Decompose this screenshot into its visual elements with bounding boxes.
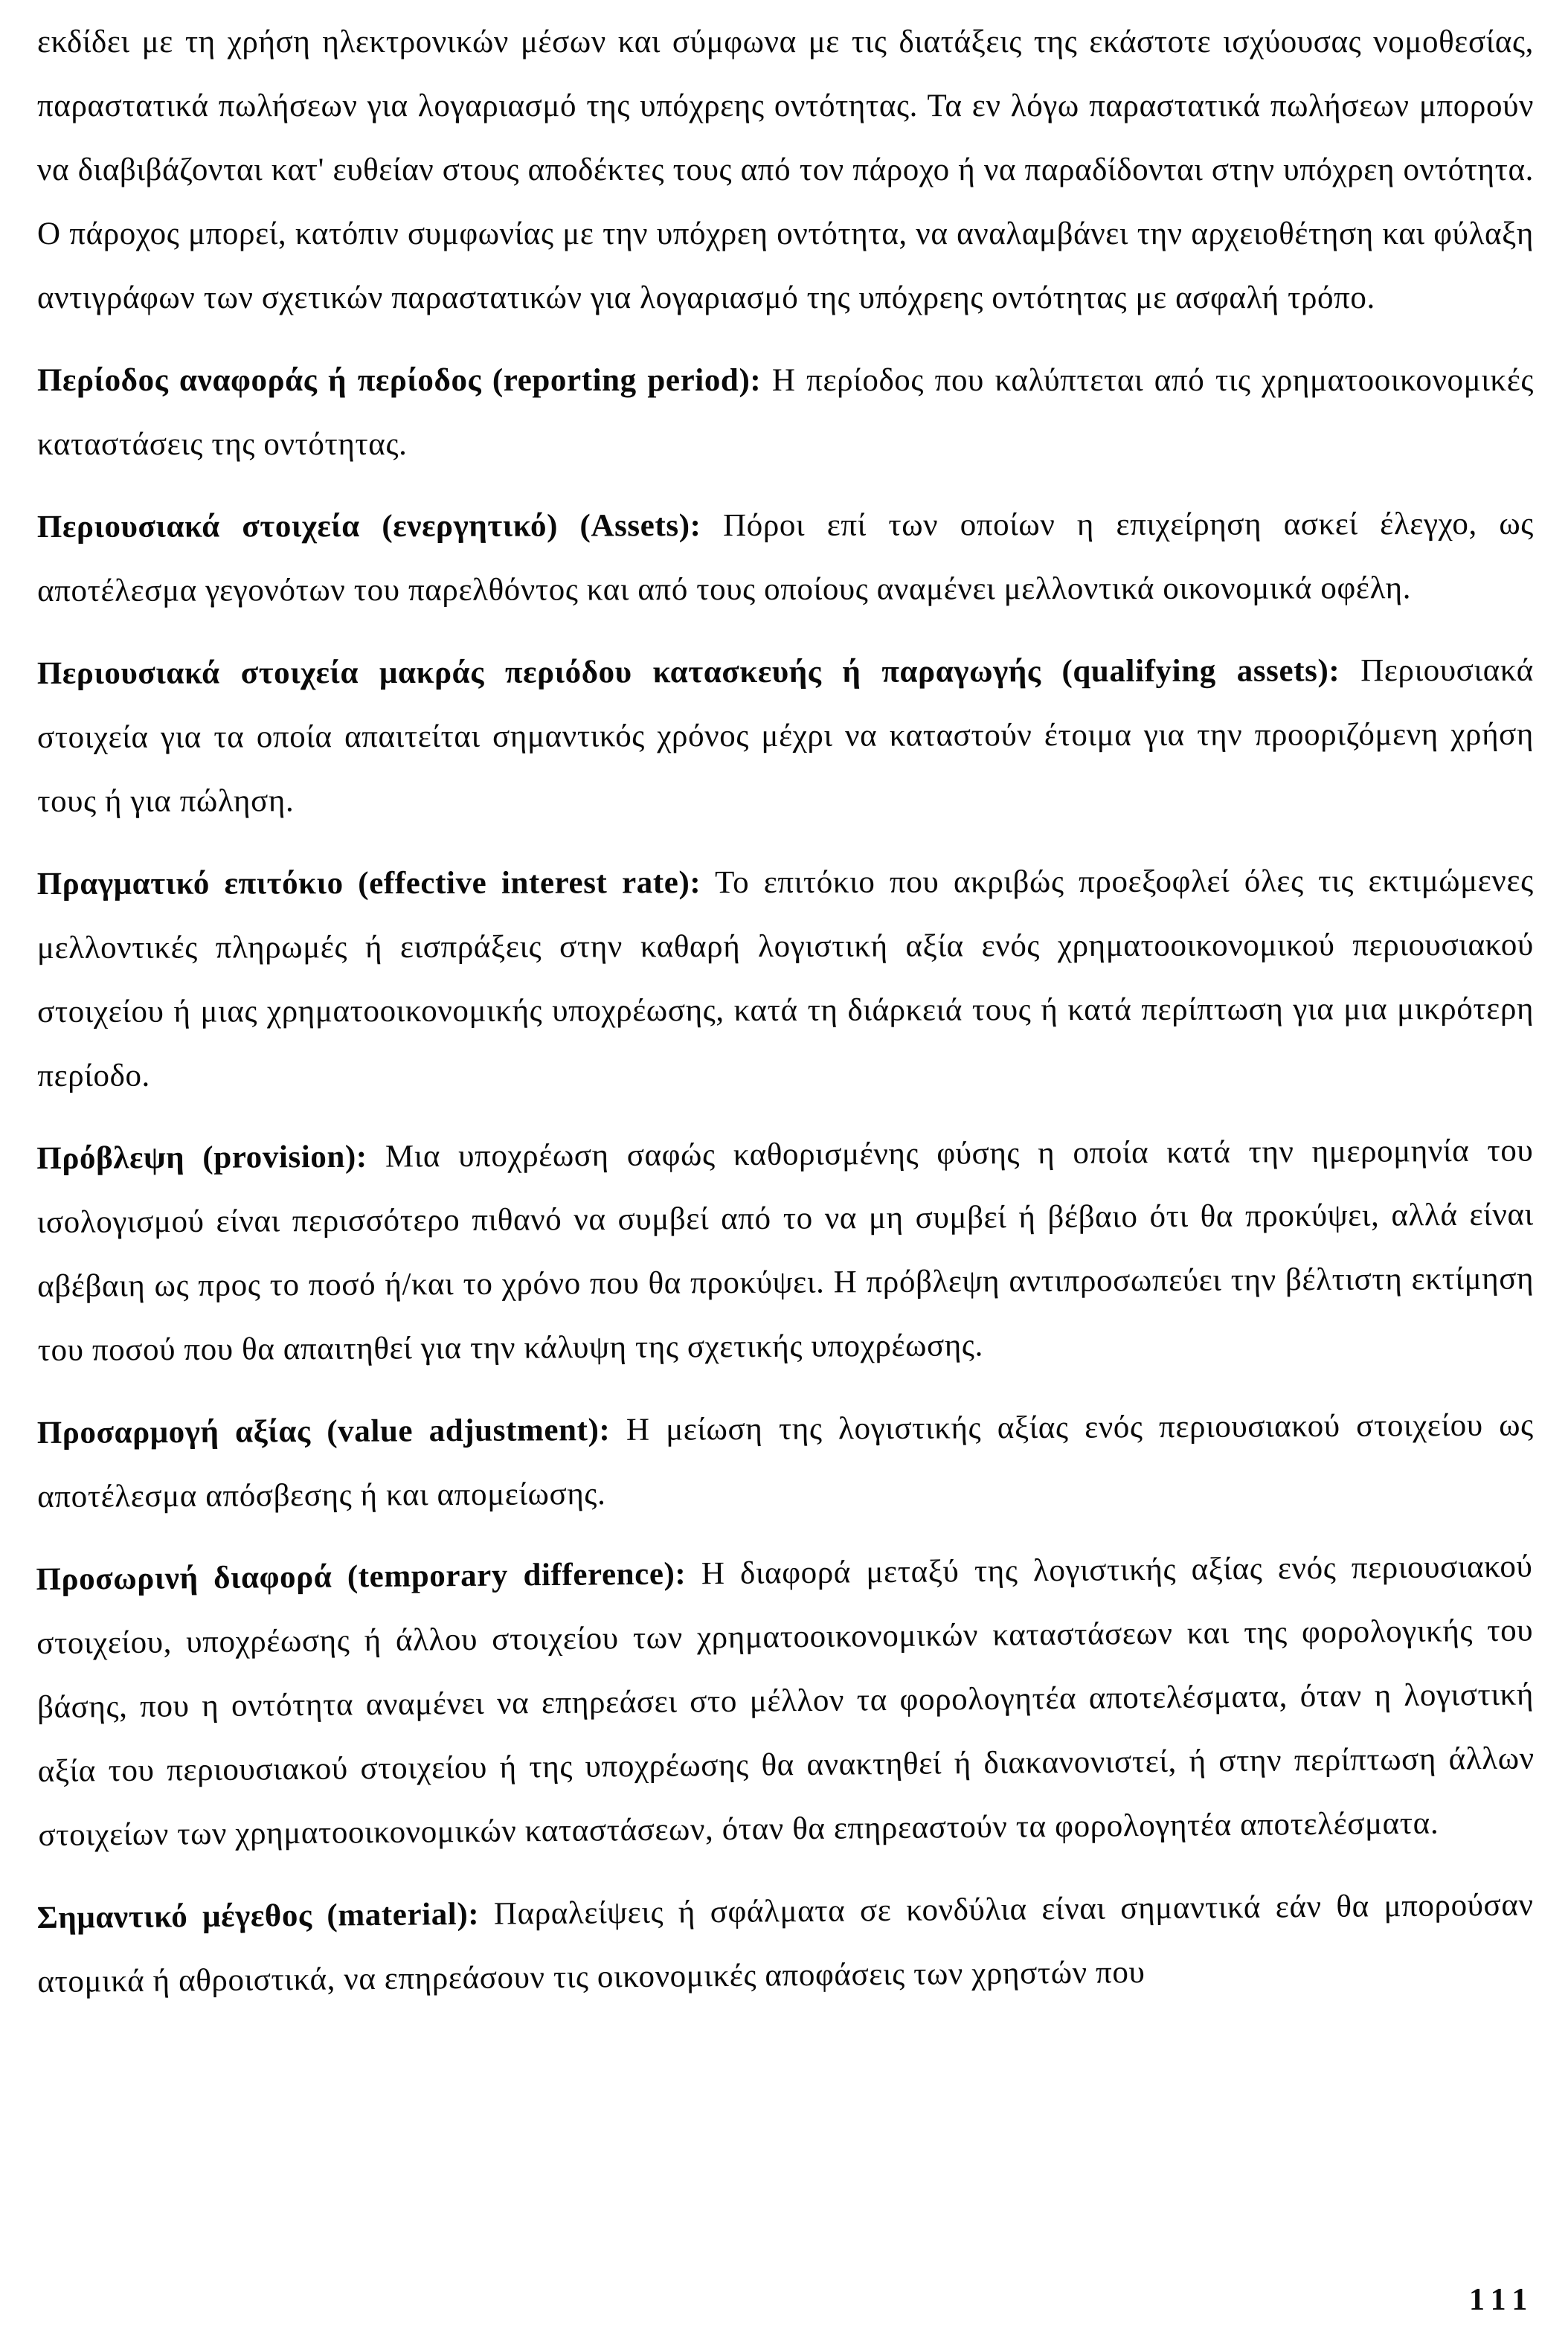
paragraph xyxy=(36,1535,1535,1868)
page-number: 111 xyxy=(1469,2283,1535,2317)
definition-text: Το επιτόκιο που ακριβώς προεξοφλεί όλες τις εκτιμώμενες μελλοντικές πληρωμές ή εισπράξεις στην καθαρή λογιστική αξία ενός χρηματοοικονομικού περιουσιακού στοιχείου ή μιας χρηματοοικονομικής υποχρέωσης, κατά τη διάρκειά τους ή κατά περίπτωση για μια μικρότερη περίοδο. xyxy=(36,863,1535,1093)
term-label: Σημαντικό μέγεθος (material): xyxy=(36,1896,480,1936)
definition-text: Η διαφορά μεταξύ της λογιστικής αξίας ενός περιουσιακού στοιχείου, υποχρέωσης ή άλλου στοιχείου των χρηματοοικονομικών καταστάσεων και της φορολογικής του βάσης, που η οντότητα αναμένει να επηρεάσει στο μέλλον τα φορολογητέα αποτελέσματα, όταν η λογιστική αξία του περιουσιακού στοιχείου ή της υποχρέωσης θα ανακτηθεί ή διακανονιστεί, ή στην περίπτωση άλλων στοιχείων των χρηματοοικονομικών καταστάσεων, όταν θα επηρεαστούν τα φορολογητέα αποτελέσματα. xyxy=(36,1549,1535,1853)
definition-text: εκδίδει με τη χρήση ηλεκτρονικών μέσων και σύμφωνα με τις διατάξεις της εκάστοτε ισχύουσας νομοθεσίας, παραστατικά πωλήσεων για λογαριασμό της υπόχρεης οντότητας. Τα εν λόγω παραστατικά πωλήσεων μπορούν να διαβιβάζονται κατ' ευθείαν στους αποδέκτες τους από τον πάροχο ή να παραδίδονται στην υπόχρεη οντότητα. Ο πάροχος μπορεί, κατόπιν συμφωνίας με την υπόχρεη οντότητα, να αναλαμβάνει την αρχειοθέτηση και φύλαξη αντιγράφων των σχετικών παραστατικών για λογαριασμό της υπόχρεης οντότητας με ασφαλή τρόπο. xyxy=(37,25,1534,315)
definition-text: Περιουσιακά στοιχεία για τα οποία απαιτείται σημαντικός χρόνος μέχρι να καταστούν έτοιμα για την προοριζόμενη χρήση τους ή για πώληση. xyxy=(36,652,1535,819)
definition-text: Η περίοδος που καλύπτεται από τις χρηματοοικονομικές καταστάσεις της οντότητας. xyxy=(37,363,1534,462)
paragraph xyxy=(37,1393,1535,1529)
paragraph xyxy=(37,10,1534,330)
paragraph xyxy=(37,639,1535,834)
paragraph xyxy=(37,349,1534,477)
term-label: Προσωρινή διαφορά (temporary difference): xyxy=(36,1556,687,1598)
paragraph xyxy=(36,1119,1535,1383)
term-label: Πρόβλεψη (provision): xyxy=(36,1139,367,1177)
term-label: Πραγματικό επιτόκιο (effective interest rate): xyxy=(36,865,701,902)
definition-text: Πόροι επί των οποίων η επιχείρηση ασκεί έλεγχο, ως αποτέλεσμα γεγονότων του παρελθόντος και από τους οποίους αναμένει μελλοντικά οικονομικά οφέλη. xyxy=(37,506,1534,608)
term-label: Περιουσιακά στοιχεία μακράς περιόδου κατασκευής ή παραγωγής (qualifying assets): xyxy=(36,653,1340,692)
term-label: Προσαρμογή αξίας (value adjustment): xyxy=(36,1412,611,1451)
paragraph xyxy=(37,849,1535,1108)
paragraph xyxy=(37,492,1534,623)
paragraph xyxy=(36,1873,1534,2014)
definition-text: Η μείωση της λογιστικής αξίας ενός περιουσιακού στοιχείου ως αποτέλεσμα απόσβεσης ή και απομείωσης. xyxy=(37,1407,1534,1514)
term-label: Περιουσιακά στοιχεία (ενεργητικό) (Assets): xyxy=(36,508,701,545)
definition-text: Μια υποχρέωση σαφώς καθορισμένης φύσης η οποία κατά την ημερομηνία του ισολογισμού είναι περισσότερο πιθανό να συμβεί από το να μη συμβεί ή βέβαιο ότι θα προκύψει, αλλά είναι αβέβαιη ως προς το ποσό ή/και το χρόνο που θα προκύψει. Η πρόβλεψη αντιπροσωπεύει την βέλτιστη εκτίμηση του ποσού που θα απαιτηθεί για την κάλυψη της σχετικής υποχρέωσης. xyxy=(36,1133,1535,1368)
term-label: Περίοδος αναφοράς ή περίοδος (reporting period): xyxy=(37,363,762,398)
definition-text: Παραλείψεις ή σφάλματα σε κονδύλια είναι σημαντικά εάν θα μπορούσαν ατομικά ή αθροιστικά, να επηρεάσουν τις οικονομικές αποφάσεις των χρηστών που xyxy=(37,1887,1534,1999)
